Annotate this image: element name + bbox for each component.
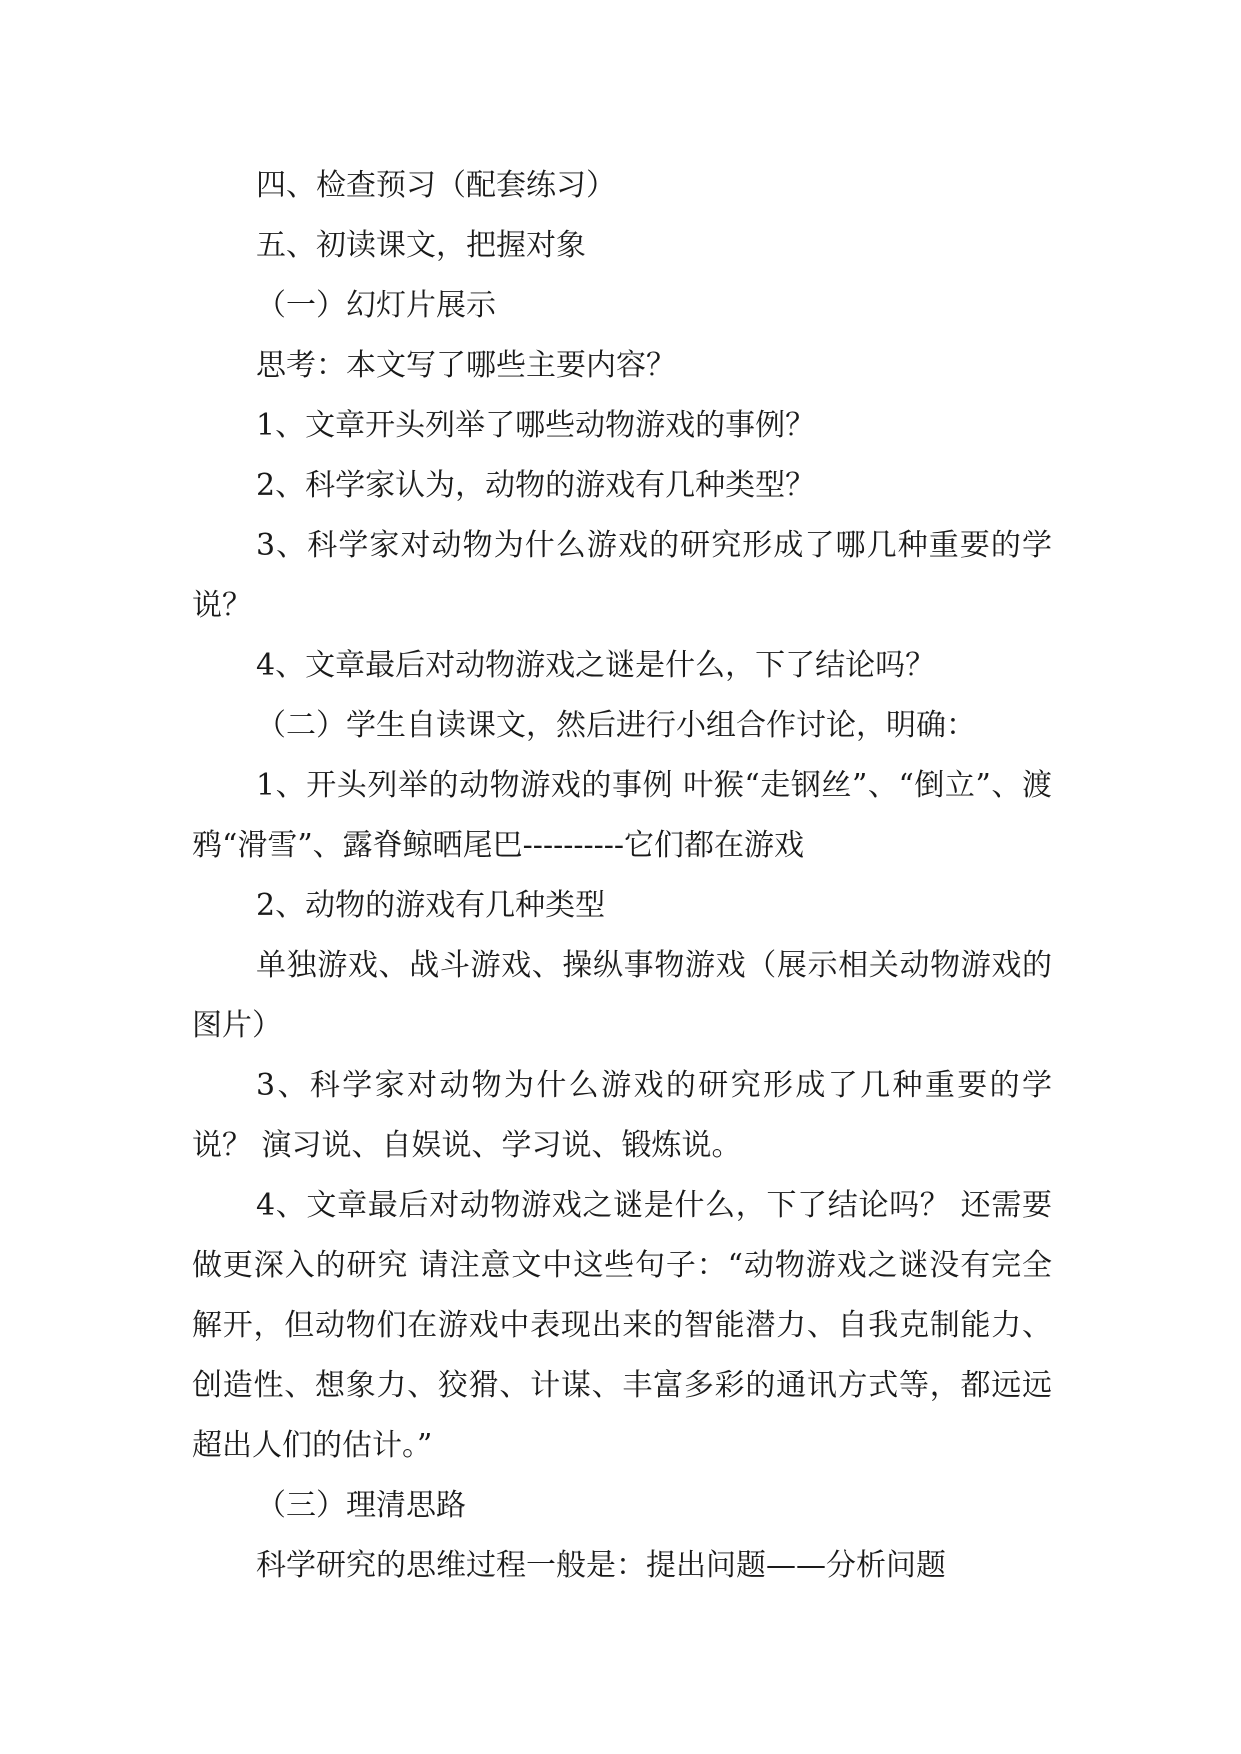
section-heading-check-preview: 四、检查预习（配套练习） bbox=[256, 168, 616, 203]
thinking-process-paragraph: 科学研究的思维过程一般是：提出问题——分析问题 bbox=[256, 1548, 946, 1583]
answer-item-2-body: 单独游戏、战斗游戏、操纵事物游戏（展示相关动物游戏的图片） bbox=[192, 948, 1052, 1043]
answer-item-4: 4、文章最后对动物游戏之谜是什么，下了结论吗？ 还需要做更深入的研究 请注意文中这些句子：“动物游戏之谜没有完全解开，但动物们在游戏中表现出来的智能潜力、自我克制能力、创造性、想象力、狡猾、计谋、丰富多彩的通讯方式等，都远远超出人们的估计。” bbox=[192, 1188, 1052, 1463]
subsection-heading-clarify-thinking: （三）理清思路 bbox=[256, 1488, 466, 1523]
answer-item-3: 3、科学家对动物为什么游戏的研究形成了几种重要的学说？ 演习说、自娱说、学习说、锻炼说。 bbox=[192, 1068, 1052, 1163]
section-heading-first-reading: 五、初读课文，把握对象 bbox=[256, 228, 586, 263]
document-body bbox=[192, 156, 1052, 1596]
answer-item-2-heading: 2、动物的游戏有几种类型 bbox=[256, 888, 606, 923]
subsection-heading-slides: （一）幻灯片展示 bbox=[256, 288, 496, 323]
question-item-4: 4、文章最后对动物游戏之谜是什么，下了结论吗？ bbox=[256, 648, 936, 683]
answer-item-1: 1、开头列举的动物游戏的事例 叶猴“走钢丝”、“倒立”、渡鸦“滑雪”、露脊鲸晒尾巴----------它们都在游戏 bbox=[192, 768, 1052, 863]
question-item-1: 1、文章开头列举了哪些动物游戏的事例？ bbox=[256, 408, 816, 443]
question-item-2: 2、科学家认为，动物的游戏有几种类型？ bbox=[256, 468, 816, 503]
subsection-heading-self-reading: （二）学生自读课文，然后进行小组合作讨论，明确： bbox=[256, 708, 976, 743]
question-prompt: 思考：本文写了哪些主要内容？ bbox=[256, 348, 676, 383]
question-item-3: 3、科学家对动物为什么游戏的研究形成了哪几种重要的学说？ bbox=[192, 528, 1052, 623]
